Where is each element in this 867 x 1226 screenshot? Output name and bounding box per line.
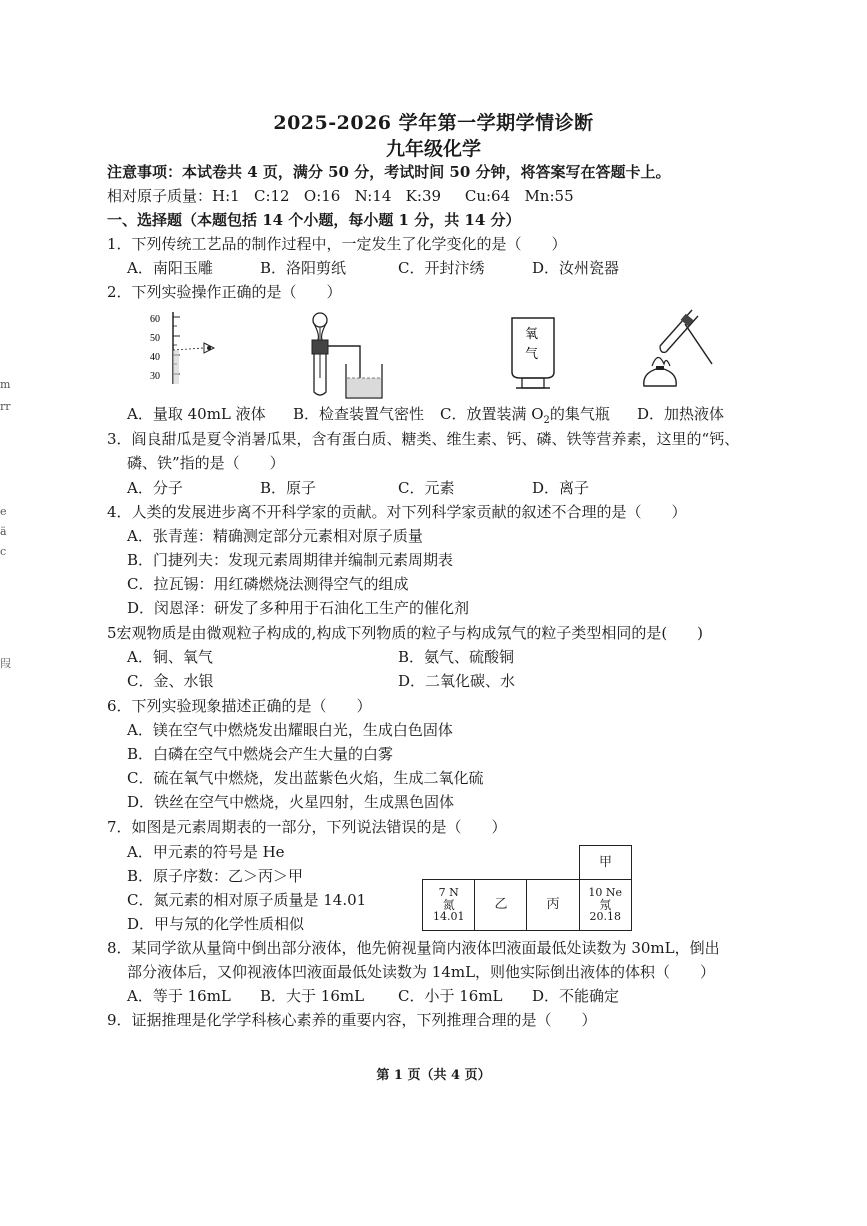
question-2-stem: 2．下列实验操作正确的是（ ）	[107, 283, 342, 301]
periodic-cell-nitrogen: 7 N 氮 14.01	[423, 880, 475, 931]
question-4-stem: 4．人类的发展进步离不开科学家的贡献。对下列科学家贡献的叙述不合理的是（ ）	[107, 503, 687, 521]
margin-mark: m	[0, 378, 11, 391]
question-8-stem-line1: 8．某同学欲从量筒中倒出部分液体，他先俯视量筒内液体凹液面最低处读数为 30mL，倒出	[107, 939, 720, 957]
q2-option-a: A．量取 40mL 液体	[127, 405, 266, 423]
notice: 注意事项：本试卷共 4 页，满分 50 分，考试时间 50 分钟，将答案写在答题卡上。	[107, 163, 671, 181]
q5-option-c: C．金、水银	[127, 672, 214, 690]
margin-mark: c	[0, 545, 7, 558]
bottle-label: 氧	[525, 327, 539, 342]
cylinder-tick-label: 60	[150, 314, 160, 325]
q4-option-d: D．闵恩泽：研发了多种用于石油化工生产的催化剂	[127, 599, 470, 617]
q1-option-d: D．汝州瓷器	[532, 259, 620, 277]
q2-option-b: B．检查装置气密性	[293, 405, 425, 423]
periodic-cell-yi: 乙	[475, 880, 527, 931]
q5-option-d: D．二氧化碳、水	[398, 672, 516, 690]
cylinder-tick-label: 30	[150, 371, 160, 382]
gas-bottle-figure	[508, 316, 558, 392]
exam-subtitle: 九年级化学	[385, 138, 481, 160]
question-6-stem: 6．下列实验现象描述正确的是（ ）	[107, 697, 372, 715]
q6-option-a: A．镁在空气中燃烧发出耀眼白光，生成白色固体	[127, 721, 453, 739]
periodic-cell-bing: 丙	[527, 880, 579, 931]
q2-option-c: C．放置装满 $O_2$的集气瓶	[440, 405, 610, 426]
q4-option-c: C．拉瓦锡：用红磷燃烧法测得空气的组成	[127, 575, 409, 593]
graduated-cylinder-figure	[142, 310, 232, 390]
question-1-stem: 1．下列传统工艺品的制作过程中，一定发生了化学变化的是（ ）	[107, 235, 567, 253]
periodic-cell-neon: 10 Ne 氖 20.18	[579, 880, 632, 931]
q5-option-a: A．铜、氧气	[127, 648, 213, 666]
cylinder-tick-label: 50	[150, 333, 160, 344]
q3-option-c: C．元素	[398, 479, 455, 497]
q1-option-c: C．开封汴绣	[398, 259, 485, 277]
q8-option-b: B．大于 16mL	[260, 987, 365, 1005]
q7-option-a: A．甲元素的符号是 He	[127, 843, 285, 861]
q7-option-d: D．甲与氖的化学性质相似	[127, 915, 305, 933]
q4-option-a: A．张青莲：精确测定部分元素相对原子质量	[127, 527, 423, 545]
margin-mark: rr	[0, 400, 11, 413]
question-9-stem: 9．证据推理是化学学科核心素养的重要内容，下列推理合理的是（ ）	[107, 1011, 597, 1029]
cylinder-tick-label: 40	[150, 352, 160, 363]
question-7-stem: 7．如图是元素周期表的一部分，下列说法错误的是（ ）	[107, 818, 507, 836]
q6-option-d: D．铁丝在空气中燃烧，火星四射，生成黑色固体	[127, 793, 455, 811]
periodic-table-row	[422, 879, 632, 931]
page-footer: 第 1 页（共 4 页）	[376, 1068, 491, 1083]
q7-option-c: C．氮元素的相对原子质量是 14.01	[127, 891, 367, 909]
q1-option-b: B．洛阳剪纸	[260, 259, 347, 277]
q3-option-a: A．分子	[127, 479, 183, 497]
question-8-stem-line2: 部分液体后，又仰视液体凹液面最低处读数为 14mL，则他实际倒出液体的体积（ ）	[127, 963, 716, 981]
atomic-mass: 相对原子质量：H:1 C:12 O:16 N:14 K:39 Cu:64 Mn:55	[107, 187, 574, 205]
margin-mark: e	[0, 505, 7, 518]
q2-option-d: D．加热液体	[637, 405, 725, 423]
bottle-label: 气	[525, 347, 539, 362]
heating-liquid-figure	[630, 306, 720, 392]
q6-option-c: C．硫在氧气中燃烧，发出蓝紫色火焰，生成二氧化硫	[127, 769, 484, 787]
question-3-stem-line2: 磷、铁”指的是（ ）	[127, 454, 285, 472]
q3-option-d: D．离子	[532, 479, 590, 497]
airtightness-apparatus-figure	[298, 308, 388, 402]
margin-mark: 叚	[0, 657, 11, 670]
q5-option-b: B．氨气、硫酸铜	[398, 648, 515, 666]
q8-option-d: D．不能确定	[532, 987, 620, 1005]
question-5-stem: 5宏观物质是由微观粒子构成的,构成下列物质的粒子与构成氖气的粒子类型相同的是( )	[107, 624, 704, 642]
q8-option-a: A．等于 16mL	[127, 987, 231, 1005]
q6-option-b: B．白磷在空气中燃烧会产生大量的白雾	[127, 745, 394, 763]
section-heading: 一、选择题（本题包括 14 个小题，每小题 1 分，共 14 分）	[107, 211, 521, 229]
margin-mark: ä	[0, 525, 7, 538]
exam-title: 2025-2026 学年第一学期学情诊断	[273, 112, 594, 134]
q4-option-b: B．门捷列夫：发现元素周期律并编制元素周期表	[127, 551, 454, 569]
q8-option-c: C．小于 16mL	[398, 987, 503, 1005]
q1-option-a: A．南阳玉雕	[127, 259, 213, 277]
q7-option-b: B．原子序数：乙＞丙＞甲	[127, 867, 304, 885]
periodic-cell-jia: 甲	[579, 845, 632, 880]
question-3-stem-line1: 3．阎良甜瓜是夏令消暑瓜果，含有蛋白质、糖类、维生素、钙、磷、铁等营养素，这里的“钙、	[107, 430, 740, 448]
q3-option-b: B．原子	[260, 479, 317, 497]
